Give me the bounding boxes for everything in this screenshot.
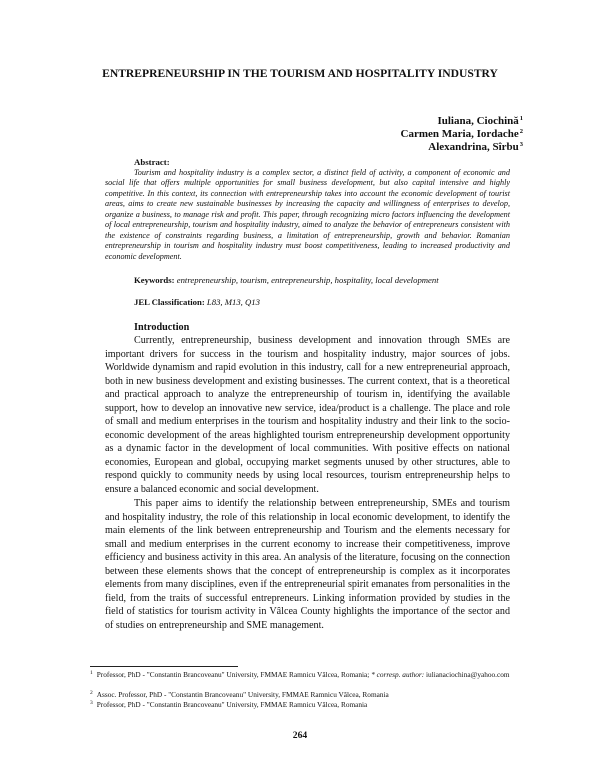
author-name: Alexandrina, Sîrbu bbox=[428, 141, 519, 153]
footnote-email: iulianaciochina@yahoo.com bbox=[424, 670, 510, 679]
jel-label: JEL Classification: bbox=[134, 297, 205, 307]
body-paragraph: Currently, entrepreneurship, business development and innovation through SMEs are important drivers for success in the tourism and hospitality industry, major sources of jobs. Worldwide dynamism and rapid evolution in this industry, call for a new entrepreneurial approach, both in new business development and existing businesses. The current context, that is a theoretical and practical approach to analyze the entrepreneurship of tourism in, identifying the available support, how to develop an innovative new service, idea/product is a challenge. The place and role of small and medium enterprises in the tourism and hospitality industry and their link to the socio-economic development of the areas highlighted tourism entrepreneurship development opportunity as a dynamic factor in the development of local communities. With positive effects on national economies, European and global, occupying market segments unused by other structures, able to respond quickly to community needs by using local resources, tourism entrepreneurship helps to ensure a balanced economic and social development. bbox=[105, 335, 510, 496]
keywords-text: entrepreneurship, tourism, entrepreneurship, hospitality, local development bbox=[176, 275, 439, 285]
footnote-mark: 3 bbox=[90, 700, 93, 706]
abstract-heading: Abstract: bbox=[134, 157, 170, 167]
footnote-2 bbox=[90, 689, 520, 700]
footnote-mark: 1 bbox=[519, 115, 523, 122]
footnote-text: Professor, PhD - "Constantin Brancoveanu" University, FMMAE Ramnicu Vâlcea, Romania; bbox=[96, 670, 372, 679]
footnote-mark: 1 bbox=[90, 670, 93, 676]
jel-codes: L83, M13, Q13 bbox=[206, 297, 260, 307]
author-name: Carmen Maria, Iordache bbox=[400, 128, 519, 140]
body-paragraph: This paper aims to identify the relationship between entrepreneurship, SMEs and tourism and hospitality industry, the role of this relationship in local economic development, to identify the main elements of the link between entrepreneurship and Tourism and the elements necessary for small and medium enterprises in the current economy to increase their competitiveness, improve efficiency and business activity in this area. An analysis of the literature, focusing on the connection between these elements shows that the concept of entrepreneurship is complex as it incorporates elements from many disciplines, even if the entrepreneurial spirit emanates from personalities in the field, from the traits of successful entrepreneurs. Linking information provided by studies in the field of statistics for tourism activity in Vâlcea County highlights the importance of the sector and of studies on entrepreneurship and SME management. bbox=[105, 498, 510, 631]
paper-title: ENTREPRENEURSHIP IN THE TOURISM AND HOSPITALITY INDUSTRY bbox=[102, 67, 498, 80]
keywords-line bbox=[134, 275, 439, 285]
abstract-text: Tourism and hospitality industry is a complex sector, a distinct field of activity, a component of economic and social life that offers multiple opportunities for small business development, but also capital intensive and highly competitive. In this context, its connection with entrepreneurship takes into account the economic development of tourist areas, aims to create new sustainable businesses by increasing the capacity and willingness of enterprises to develop, organize a business, to manage risk and profit. This paper, through recognizing micro factors influencing the development of local entrepreneurship, tourism and hospitality industry, aimed to analyze the behavior of entrepreneurs consistent with the existence of constraints regarding business, a limitation of entrepreneurship, growth and behavior. Romanian entrepreneurship in tourism and hospitality industry must boost competitiveness, leading to increased productivity and economic development. bbox=[105, 168, 510, 261]
footnote-mark: 2 bbox=[90, 690, 93, 696]
keywords-label: Keywords: bbox=[134, 275, 175, 285]
author-3 bbox=[428, 138, 523, 154]
footnote-rule bbox=[90, 666, 238, 667]
footnote-mark: 3 bbox=[519, 141, 523, 148]
footnote-3 bbox=[90, 699, 520, 710]
jel-line bbox=[134, 297, 260, 307]
footnote-mark: 2 bbox=[519, 128, 523, 135]
page-number: 264 bbox=[292, 730, 308, 741]
footnote-text: Assoc. Professor, PhD - "Constantin Brancoveanu" University, FMMAE Ramnicu Vâlcea, Romania bbox=[96, 690, 389, 699]
footnote-1 bbox=[90, 669, 520, 680]
footnote-note: * corresp. author: bbox=[371, 670, 425, 679]
section-heading-introduction: Introduction bbox=[134, 322, 190, 333]
author-name: Iuliana, Ciochină bbox=[437, 115, 519, 127]
footnote-text: Professor, PhD - "Constantin Brancoveanu" University, FMMAE Ramnicu Vâlcea, Romania bbox=[96, 700, 368, 709]
